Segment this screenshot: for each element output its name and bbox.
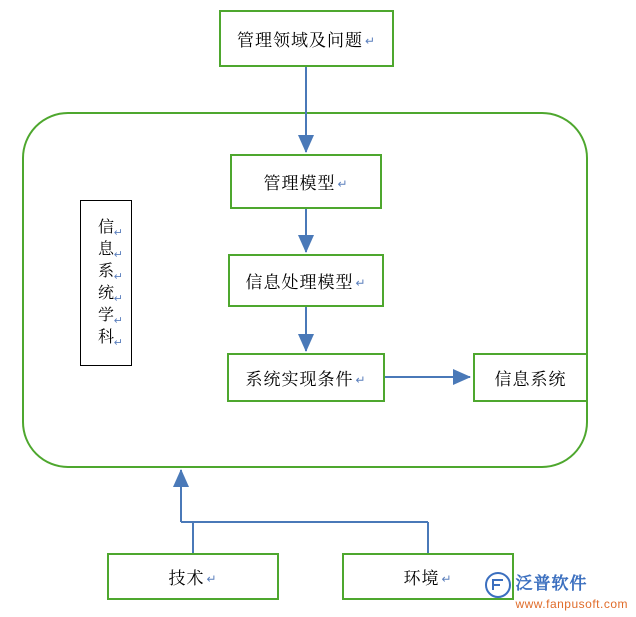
vertical-char: 学 ↵ [81, 305, 131, 327]
pilcrow-icon: ↵ [113, 249, 123, 261]
vertical-char: 息 ↵ [81, 239, 131, 261]
pilcrow-icon: ↵ [113, 227, 123, 239]
vertical-char: 统 ↵ [81, 283, 131, 305]
vertical-char: 科 ↵ [81, 327, 131, 349]
node-management-model-label: 管理模型 [263, 174, 336, 193]
watermark [485, 572, 628, 611]
pilcrow-icon: ↵ [355, 373, 367, 387]
node-system-realization-condition-label: 系统实现条件 [245, 370, 354, 389]
pilcrow-icon: ↵ [113, 293, 123, 305]
pilcrow-icon: ↵ [355, 276, 367, 290]
vertical-char: 系 ↵ [81, 261, 131, 283]
fanpu-logo-icon [485, 572, 511, 598]
pilcrow-icon: ↵ [337, 177, 349, 191]
pilcrow-icon: ↵ [364, 34, 377, 48]
vertical-char: 信 ↵ [81, 217, 131, 239]
node-information-system-label: 信息系统 [494, 370, 567, 389]
pilcrow-icon: ↵ [206, 572, 218, 586]
node-domain[interactable] [219, 10, 394, 67]
watermark-brand-row [485, 572, 587, 598]
watermark-name: 泛普软件 [515, 574, 588, 594]
watermark-url: www.fanpusoft.com [515, 596, 628, 611]
node-management-model[interactable] [230, 154, 382, 209]
pilcrow-icon: ↵ [113, 315, 123, 327]
node-information-processing-model[interactable] [228, 254, 384, 307]
label-information-system-discipline [80, 200, 132, 366]
node-environment-label: 环境 [403, 569, 440, 588]
node-technology-label: 技术 [168, 569, 205, 588]
node-information-system[interactable] [473, 353, 588, 402]
node-information-processing-model-label: 信息处理模型 [245, 273, 354, 292]
node-system-realization-condition[interactable] [227, 353, 385, 402]
pilcrow-icon: ↵ [113, 337, 123, 349]
pilcrow-icon: ↵ [441, 572, 453, 586]
node-technology[interactable] [107, 553, 279, 600]
pilcrow-icon: ↵ [113, 271, 123, 283]
node-domain-label: 管理领域及问题 [236, 31, 363, 50]
